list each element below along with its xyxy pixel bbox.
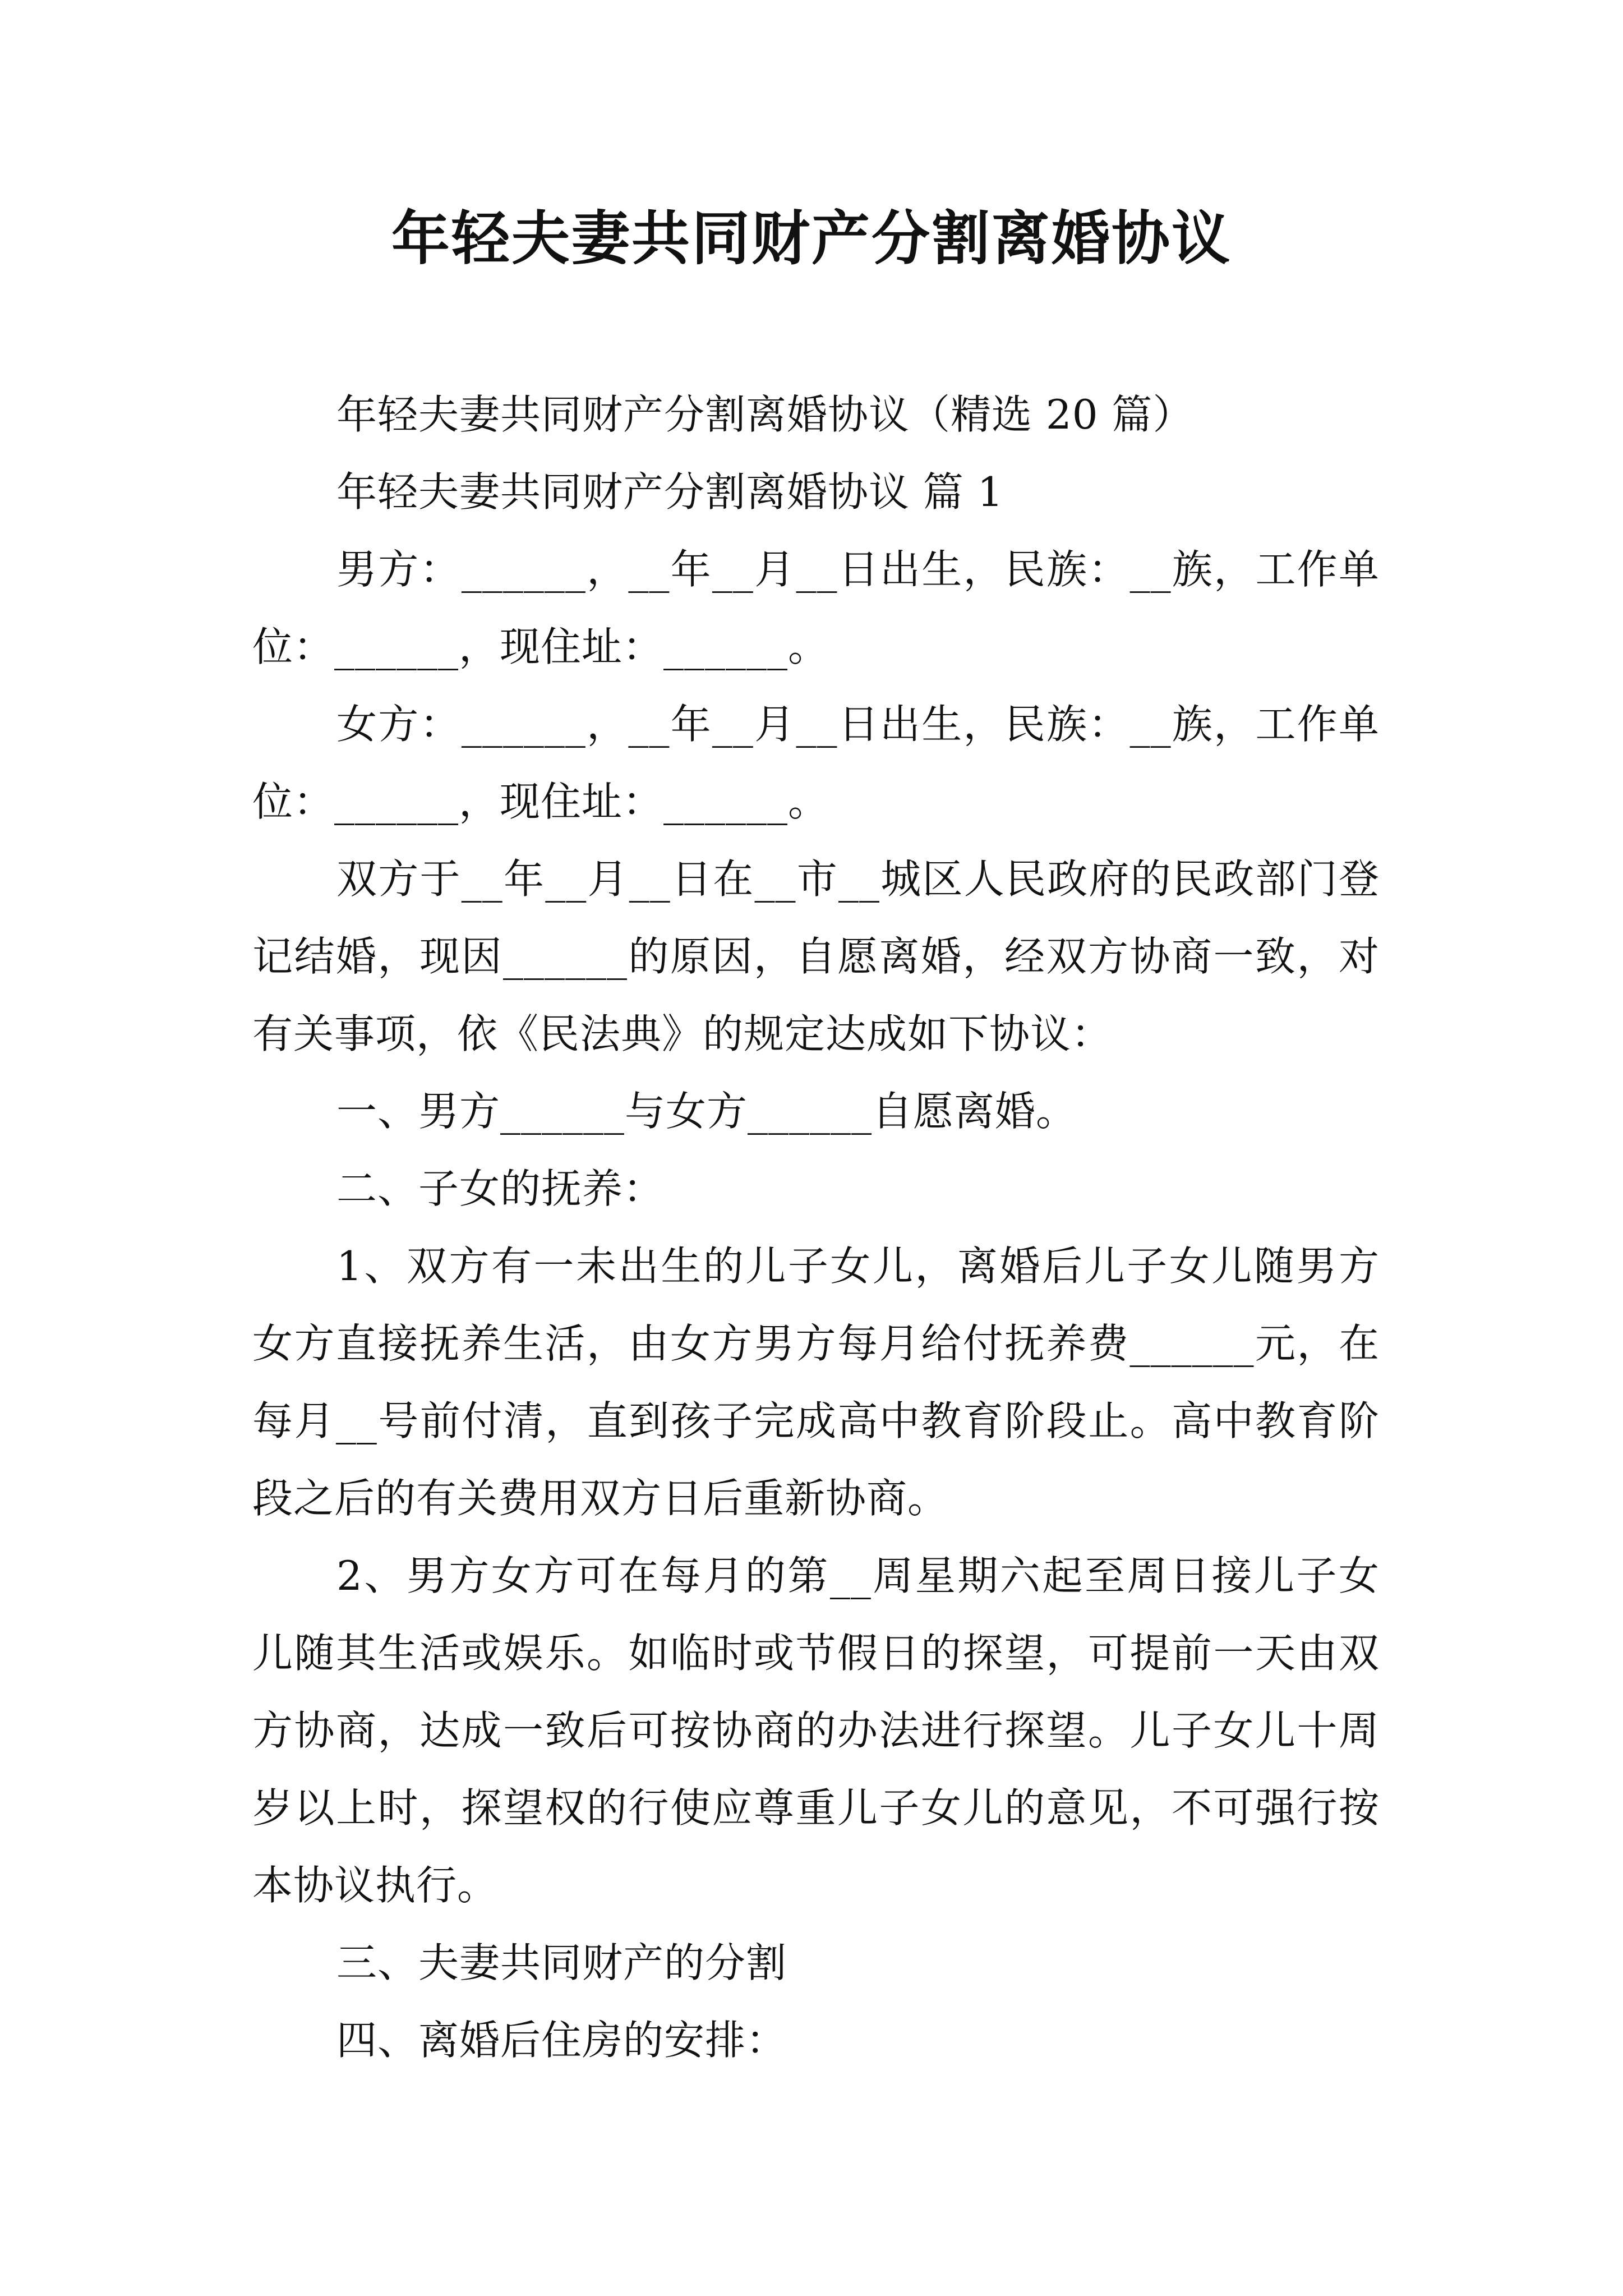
clause-2-item-2: 2、男方女方可在每月的第__周星期六起至周日接儿子女儿随其生活或娱乐。如临时或节假日的探望，可提前一天由双方协商，达成一致后可按协商的办法进行探望。儿子女儿十周岁以上时，探望权的行使应尊重儿子女儿的意见，不可强行按本协议执行。: [252, 1552, 1380, 1909]
section-heading: 年轻夫妻共同财产分割离婚协议 篇 1: [336, 468, 1004, 516]
male-party-info: 男方：______，__年__月__日出生，民族：__族，工作单位：______，现住址：______。: [252, 546, 1380, 670]
clause-2-heading: 二、子女的抚养：: [336, 1165, 665, 1212]
subtitle-paragraph: 年轻夫妻共同财产分割离婚协议（精选 20 篇）: [336, 391, 1194, 438]
clause-2-item-1: 1、双方有一未出生的儿子女儿，离婚后儿子女儿随男方女方直接抚养生活，由女方男方每月给付抚养费______元，在每月__号前付清，直到孩子完成高中教育阶段止。高中教育阶段之后的有关费用双方日后重新协商。: [252, 1243, 1380, 1522]
document-title: 年轻夫妻共同财产分割离婚协议: [391, 204, 1232, 273]
clause-3-heading: 三、夫妻共同财产的分割: [336, 1939, 787, 1986]
female-party-info: 女方：______，__年__月__日出生，民族：__族，工作单位：______，现住址：______。: [252, 701, 1380, 825]
marriage-statement: 双方于__年__月__日在__市__城区人民政府的民政部门登记结婚，现因______的原因，自愿离婚，经双方协商一致，对有关事项，依《民法典》的规定达成如下协议：: [252, 855, 1380, 1057]
clause-1: 一、男方______与女方______自愿离婚。: [336, 1088, 1077, 1135]
document-body: [252, 376, 1380, 2079]
clause-4-heading: 四、离婚后住房的安排：: [336, 2017, 787, 2064]
